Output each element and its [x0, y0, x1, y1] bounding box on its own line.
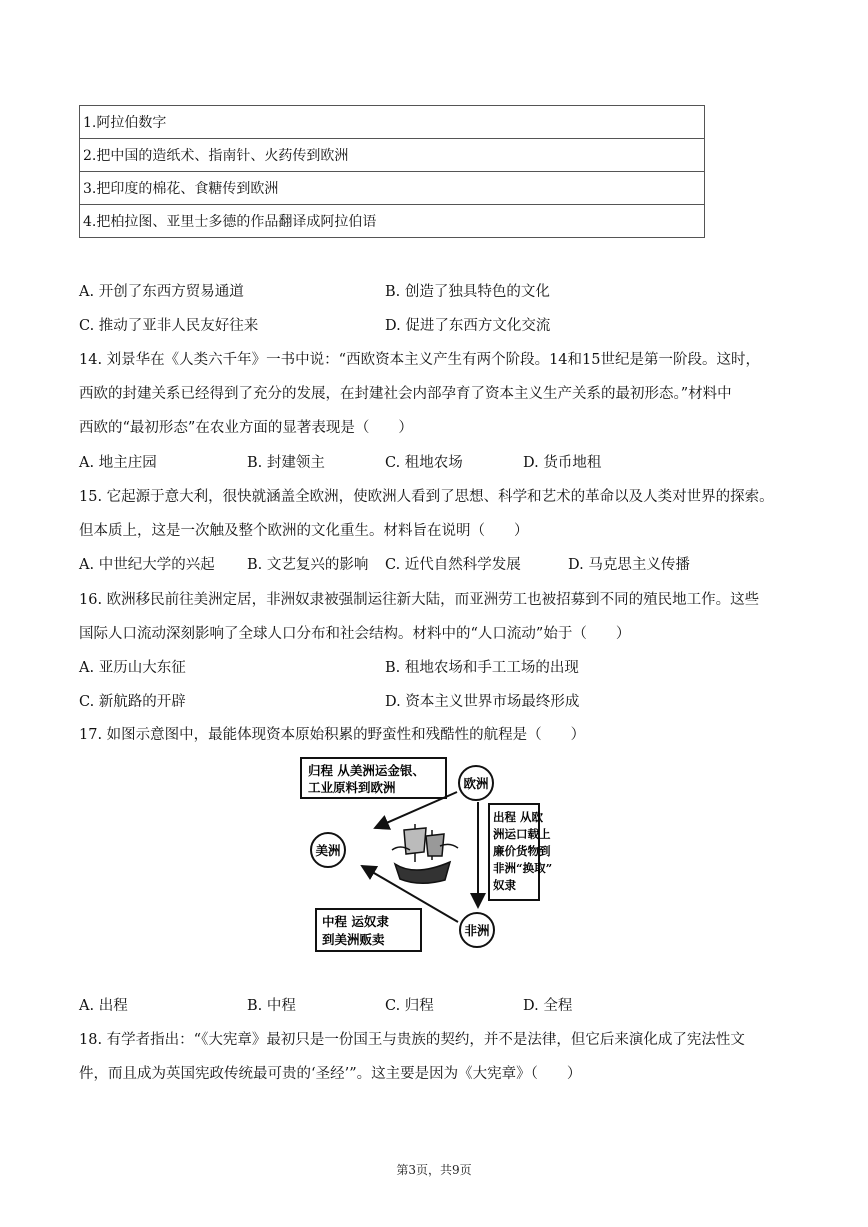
q17-option-c: C. 归程: [385, 998, 434, 1014]
q14-stem-line: 西欧的“最初形态”在农业方面的显著表现是（ ）: [79, 420, 413, 436]
q15-option-b: B. 文艺复兴的影响: [247, 557, 369, 573]
triangular-trade-diagram: [300, 752, 553, 957]
q17-option-a: A. 出程: [79, 998, 128, 1014]
middle-route-text: 中程 运奴隶: [322, 914, 389, 929]
q15-option-d: D. 马克思主义传播: [568, 557, 690, 573]
q17-option-d: D. 全程: [523, 998, 573, 1014]
outbound-route-text: 廉价货物到: [493, 844, 551, 858]
q14-option-a: A. 地主庄园: [79, 455, 157, 471]
table-cell: 4.把柏拉图、亚里士多德的作品翻译成阿拉伯语: [80, 205, 705, 238]
table-row: [80, 172, 705, 205]
q15-stem-line: 但本质上，这是一次触及整个欧洲的文化重生。材料旨在说明（ ）: [79, 523, 529, 539]
q16-option-d: D. 资本主义世界市场最终形成: [385, 694, 580, 710]
info-table: [79, 105, 705, 238]
return-route-text: 归程 从美洲运金银、: [308, 763, 425, 778]
q15-option-c: C. 近代自然科学发展: [385, 557, 521, 573]
q17-option-b: B. 中程: [247, 998, 296, 1014]
q14-option-b: B. 封建领主: [247, 455, 325, 471]
table-cell: 1.阿拉伯数字: [80, 106, 705, 139]
q15-option-a: A. 中世纪大学的兴起: [79, 557, 215, 573]
outbound-route-text: 非洲“换取”: [493, 861, 553, 875]
table-cell: 3.把印度的棉花、食糖传到欧洲: [80, 172, 705, 205]
america-label: 美洲: [315, 843, 341, 858]
q13-option-d: D. 促进了东西方文化交流: [385, 318, 551, 334]
outbound-route-text: 洲运口载上: [493, 827, 551, 841]
q14-option-c: C. 租地农场: [385, 455, 463, 471]
q16-stem-line: 16. 欧洲移民前往美洲定居，非洲奴隶被强制运往新大陆，而亚洲劳工也被招募到不同的殖民地工作。这些: [79, 592, 760, 608]
europe-label: 欧洲: [463, 776, 489, 791]
table-row: [80, 205, 705, 238]
page-footer: 第3页，共9页: [396, 1163, 472, 1177]
q14-stem-line: 西欧的封建关系已经得到了充分的发展，在封建社会内部孕育了资本主义生产关系的最初形态。”材料中: [79, 386, 732, 402]
outbound-route-text: 奴隶: [493, 878, 516, 892]
q14-stem-line: 14. 刘景华在《人类六千年》一书中说：“西欧资本主义产生有两个阶段。14和15世纪是第一阶段。这时，: [79, 352, 760, 368]
q16-option-c: C. 新航路的开辟: [79, 694, 186, 710]
q16-option-b: B. 租地农场和手工工场的出现: [385, 660, 579, 676]
q15-stem-line: 15. 它起源于意大利，很快就涵盖全欧洲，使欧洲人看到了思想、科学和艺术的革命以及人类对世界的探索。: [79, 489, 774, 505]
outbound-route-text: 出程 从欧: [493, 810, 544, 824]
q16-stem-line: 国际人口流动深刻影响了全球人口分布和社会结构。材料中的“人口流动”始于（ ）: [79, 626, 631, 642]
table-row: [80, 139, 705, 172]
q13-option-c: C. 推动了亚非人民友好往来: [79, 318, 259, 334]
q14-option-d: D. 货币地租: [523, 455, 602, 471]
table-cell: 2.把中国的造纸术、指南针、火药传到欧洲: [80, 139, 705, 172]
q16-option-a: A. 亚历山大东征: [79, 660, 186, 676]
q18-stem-line: 18. 有学者指出：“《大宪章》最初只是一份国王与贵族的契约，并不是法律，但它后来演化成了宪法性文: [79, 1032, 745, 1048]
q13-option-b: B. 创造了独具特色的文化: [385, 284, 550, 300]
return-route-text: 工业原料到欧洲: [308, 780, 396, 795]
middle-route-text: 到美洲贩卖: [322, 932, 385, 947]
table-row: [80, 106, 705, 139]
q17-stem-line: 17. 如图示意图中，最能体现资本原始积累的野蛮性和残酷性的航程是（ ）: [79, 727, 586, 743]
q13-option-a: A. 开创了东西方贸易通道: [79, 284, 244, 300]
q18-stem-line: 件，而且成为英国宪政传统最可贵的‘圣经’”。这主要是因为《大宪章》（ ）: [79, 1066, 582, 1082]
africa-label: 非洲: [464, 923, 490, 938]
sailing-ship-icon: [392, 824, 458, 883]
